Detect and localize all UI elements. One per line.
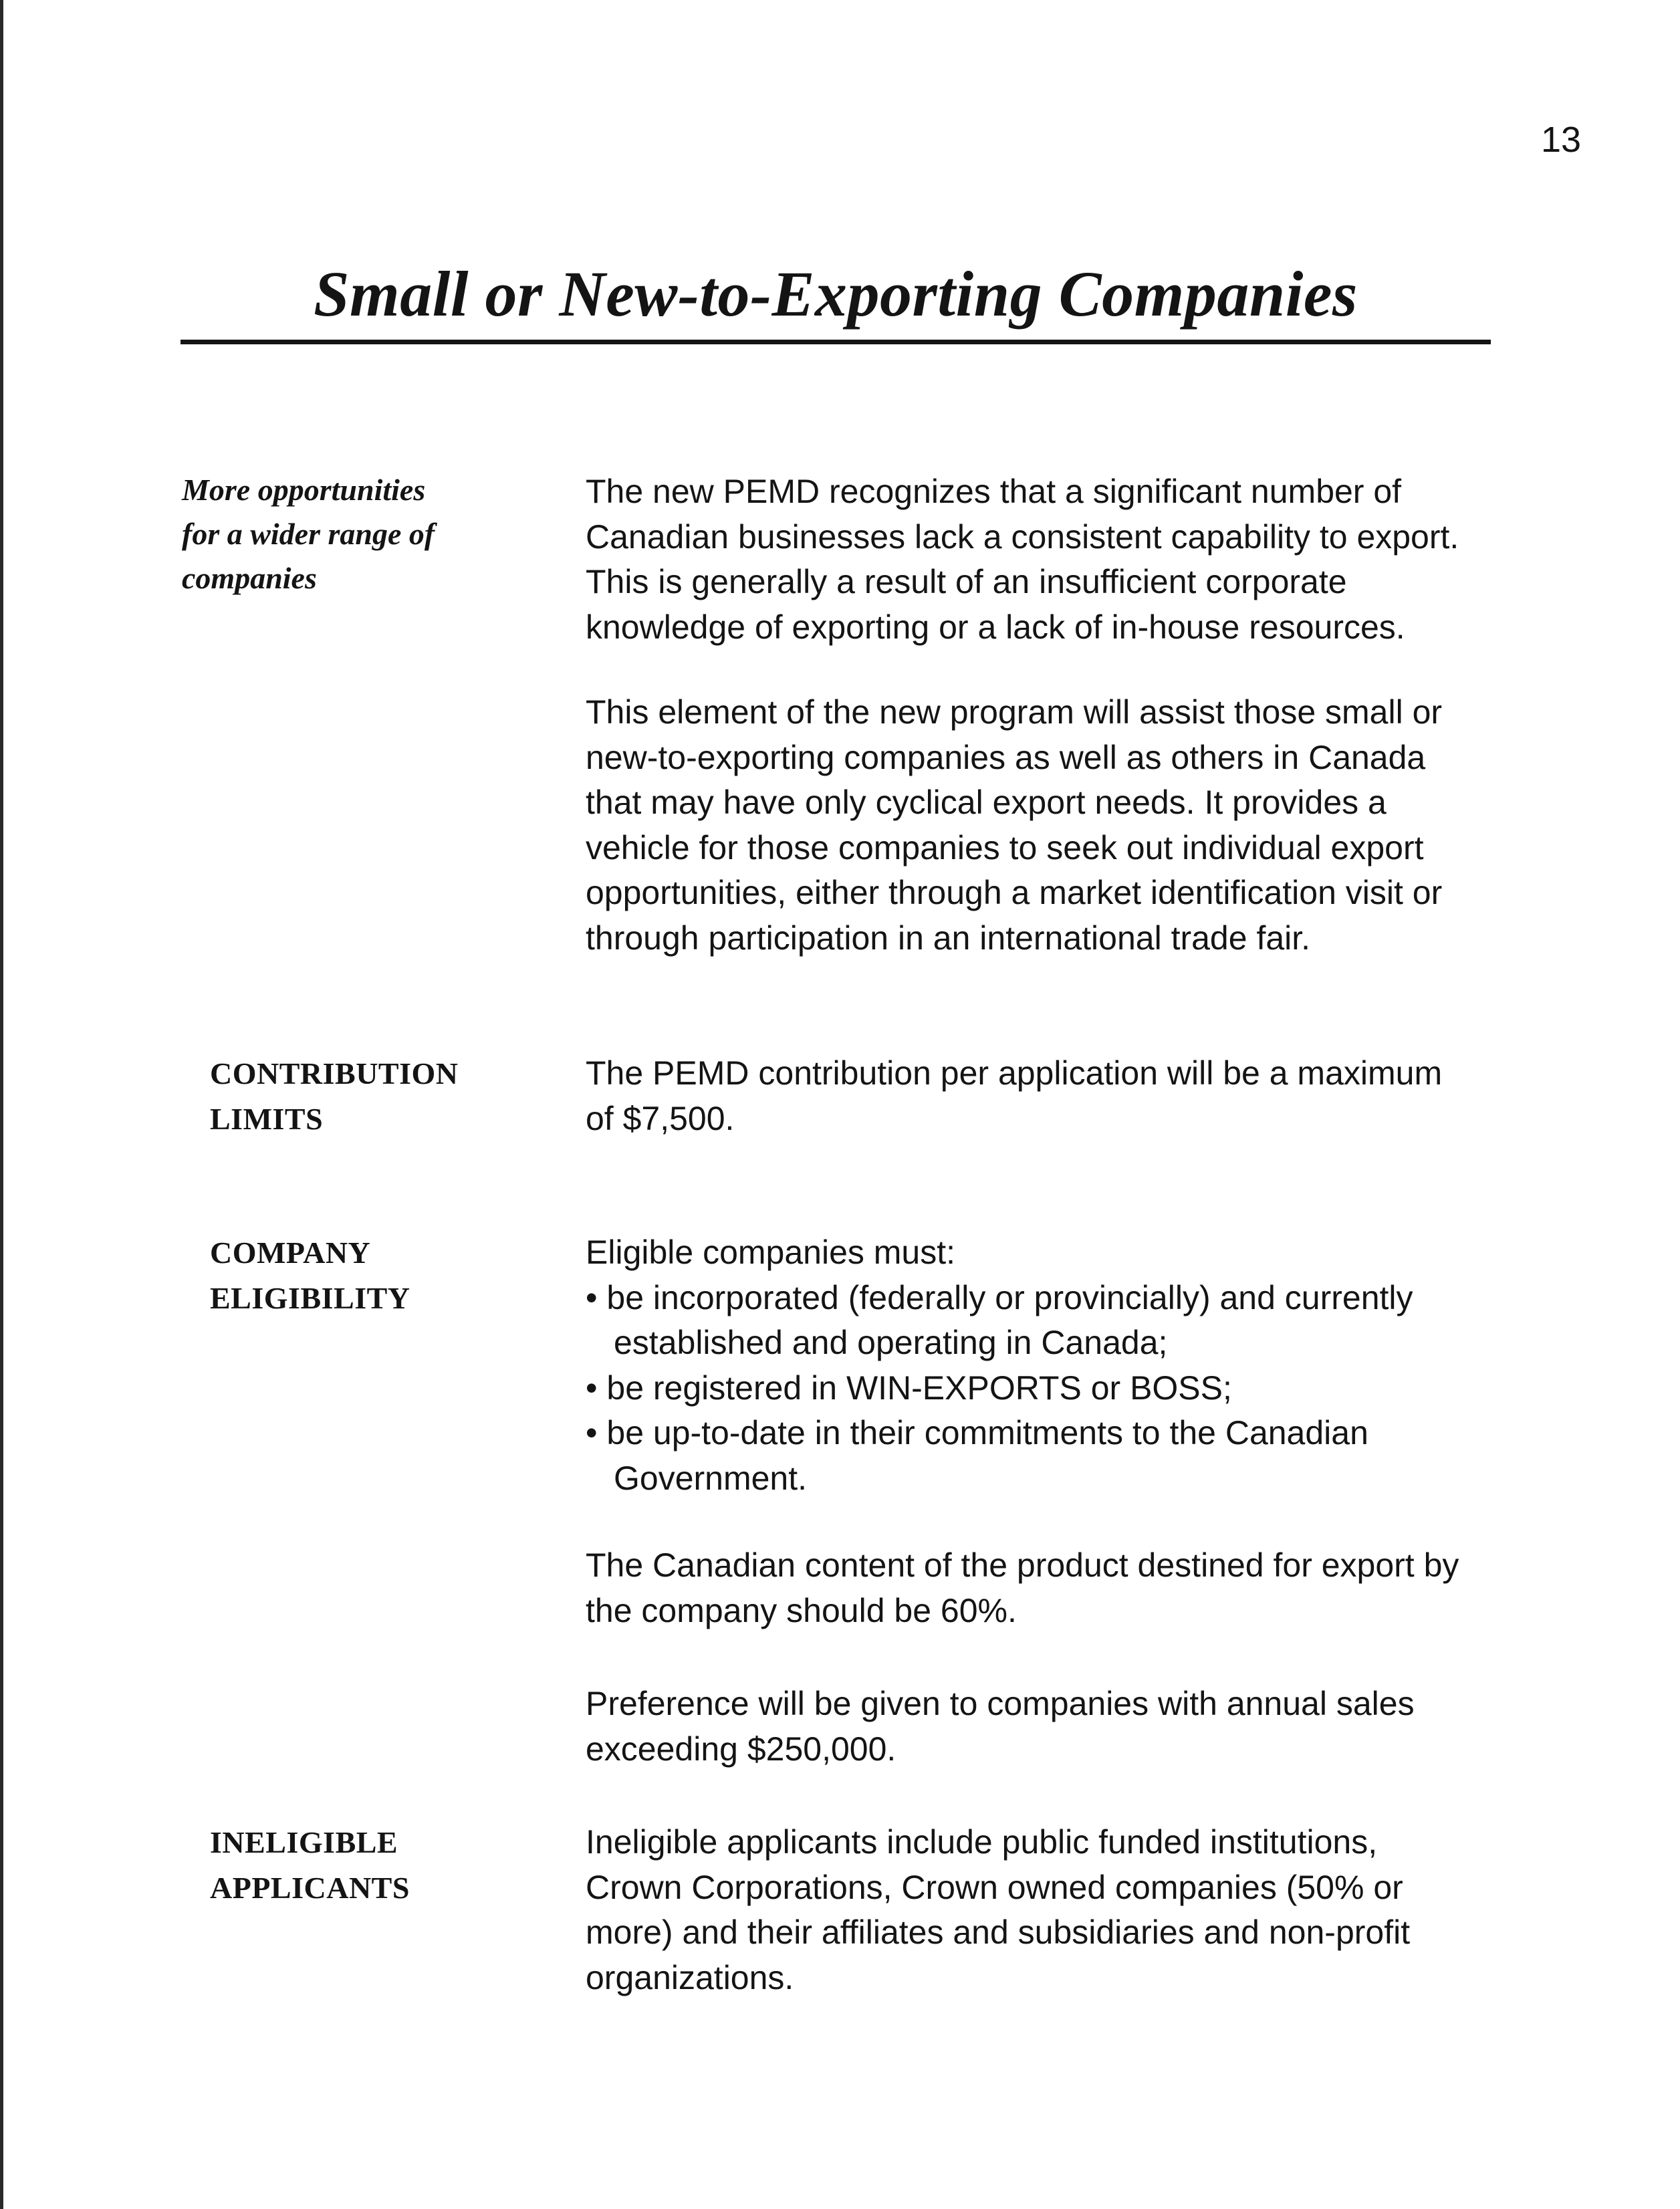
preference-note — [586, 1681, 1502, 1772]
canadian-content-note — [586, 1543, 1502, 1633]
margin-note-line: companies — [182, 561, 317, 595]
label-line: CONTRIBUTION — [210, 1056, 459, 1090]
section-label-contribution-limits — [210, 1051, 544, 1142]
margin-note-line: for a wider range of — [182, 517, 435, 551]
margin-note — [182, 468, 503, 600]
intro-paragraph-1 — [586, 469, 1502, 650]
label-line: COMPANY — [210, 1236, 371, 1270]
text-line: of $7,500. — [586, 1099, 735, 1137]
text-line: vehicle for those companies to seek out individual export — [586, 828, 1424, 866]
text-line: Ineligible applicants include public funded institutions, — [586, 1823, 1378, 1861]
list-item: • be incorporated (federally or provincially) and currently — [586, 1278, 1413, 1316]
page-edge — [0, 0, 3, 2209]
list-item: • be registered in WIN-EXPORTS or BOSS; — [586, 1369, 1232, 1407]
label-line: ELIGIBILITY — [210, 1281, 410, 1315]
title-underline — [181, 340, 1491, 344]
company-eligibility-list — [586, 1230, 1502, 1501]
text-line: opportunities, either through a market identification visit or — [586, 874, 1443, 911]
text-line: Crown Corporations, Crown owned companies (50% or — [586, 1868, 1403, 1906]
text-line: organizations. — [586, 1958, 794, 1996]
text-line: The PEMD contribution per application will be a maximum — [586, 1054, 1443, 1092]
ineligible-applicants-text — [586, 1820, 1502, 2000]
page-title: Small or New-to-Exporting Companies — [314, 258, 1358, 330]
page-number: 13 — [1541, 120, 1582, 160]
label-line: LIMITS — [210, 1102, 324, 1136]
section-label-ineligible-applicants — [210, 1820, 544, 1911]
text-line: exceeding $250,000. — [586, 1730, 896, 1768]
intro-paragraph-2 — [586, 690, 1502, 961]
list-lead: Eligible companies must: — [586, 1234, 956, 1271]
text-line: through participation in an international trade fair. — [586, 919, 1311, 957]
text-line: Preference will be given to companies with annual sales — [586, 1685, 1415, 1722]
label-line: APPLICANTS — [210, 1871, 410, 1905]
text-line: The Canadian content of the product destined for export by — [586, 1546, 1459, 1584]
text-line: new-to-exporting companies as well as others in Canada — [586, 738, 1426, 776]
list-item-continued: established and operating in Canada; — [614, 1324, 1168, 1361]
text-line: This is generally a result of an insufficient corporate — [586, 563, 1347, 600]
list-item: • be up-to-date in their commitments to the Canadian — [586, 1414, 1368, 1451]
list-item-continued: Government. — [614, 1459, 808, 1497]
section-label-company-eligibility — [210, 1230, 544, 1321]
label-line: INELIGIBLE — [210, 1825, 398, 1859]
text-line: the company should be 60%. — [586, 1591, 1017, 1629]
text-line: knowledge of exporting or a lack of in-house resources. — [586, 608, 1405, 646]
text-line: more) and their affiliates and subsidiaries and non-profit — [586, 1913, 1411, 1951]
contribution-limits-text — [586, 1051, 1502, 1141]
text-line: The new PEMD recognizes that a significant number of — [586, 473, 1402, 510]
text-line: This element of the new program will assist those small or — [586, 693, 1443, 731]
margin-note-line: More opportunities — [182, 473, 426, 507]
text-line: that may have only cyclical export needs. It provides a — [586, 784, 1387, 821]
text-line: Canadian businesses lack a consistent capability to export. — [586, 517, 1459, 556]
